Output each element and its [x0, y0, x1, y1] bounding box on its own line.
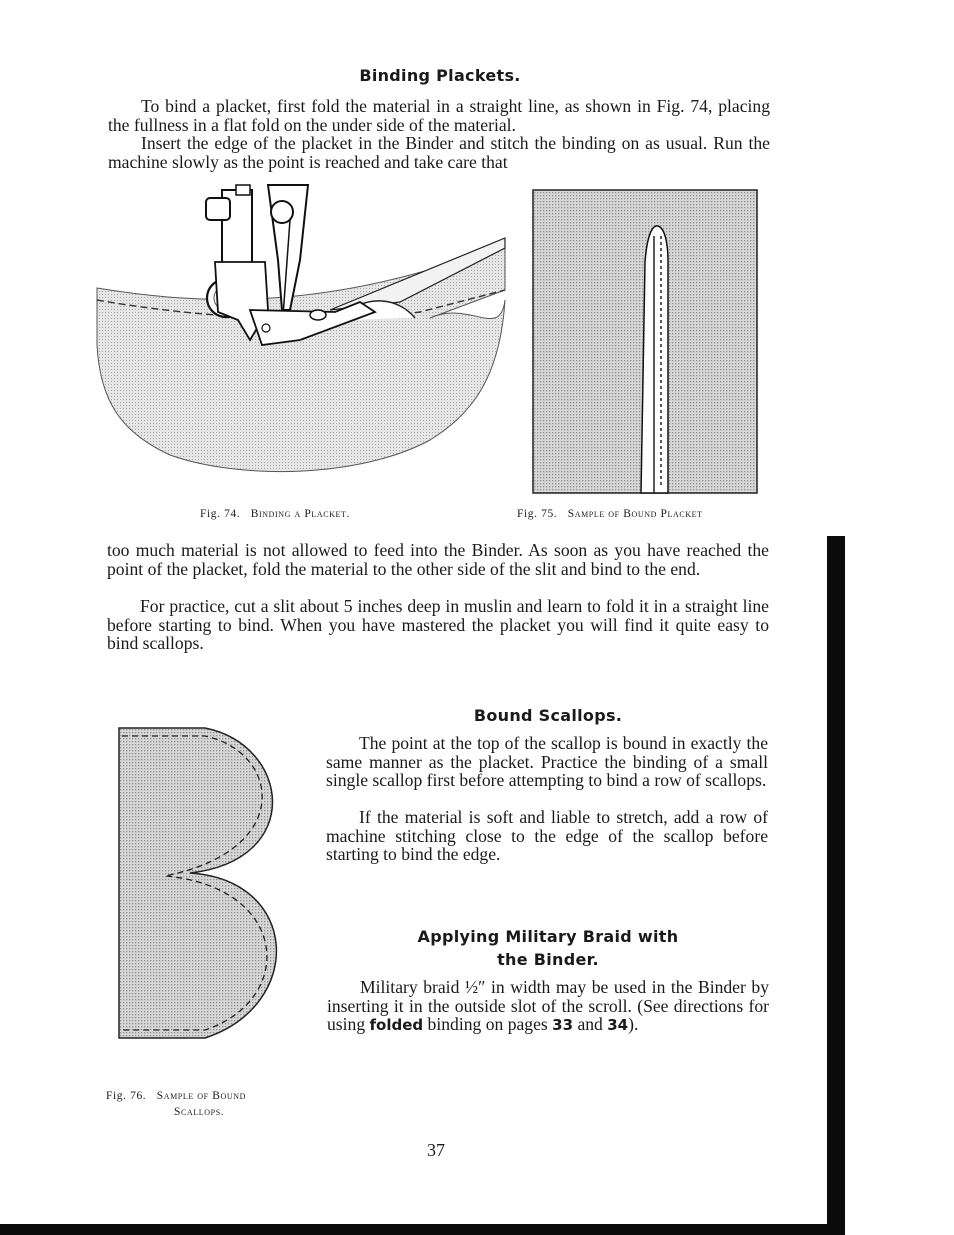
- military-braid-bold-folded: folded: [369, 1016, 424, 1035]
- military-braid-page-34: 34: [607, 1016, 629, 1035]
- scan-bottom-bar: [0, 1224, 845, 1235]
- caption-fig75: [517, 508, 703, 520]
- paragraph-binding-plackets-1: To bind a placket, first fold the material in a straight line, as shown in Fig. 74, placing the fullness in a flat fold on the under side of the material.: [108, 96, 770, 135]
- caption-fig74-title: Binding a Placket.: [250, 508, 350, 520]
- caption-fig76-title-line2: Scallops.: [174, 1106, 225, 1118]
- military-braid-text-e: ).: [628, 1014, 639, 1035]
- paragraph-binding-plackets-2: Insert the edge of the placket in the Binder and stitch the binding on as usual. Run the machine slowly as the point is reached and take care that: [108, 133, 770, 172]
- military-braid-fraction: ½″: [464, 977, 486, 997]
- heading-military-braid: [327, 927, 769, 969]
- caption-fig75-title: Sample of Bound Placket: [567, 508, 703, 520]
- paragraph-bound-scallops-1: The point at the top of the scallop is bound in exactly the same manner as the placket. Practice the binding of a small single scallop first before attempting to bind a row of scallops.: [326, 733, 768, 791]
- paragraph-bound-scallops-2: If the material is soft and liable to stretch, add a row of machine stitching close to the edge of the scallop before starting to bind the edge.: [326, 807, 768, 865]
- heading-binding-plackets: Binding Plackets.: [359, 66, 521, 85]
- caption-fig74: [200, 508, 350, 520]
- heading-military-braid-line1: Applying Military Braid with: [417, 927, 679, 946]
- paragraph-military-braid: [327, 978, 769, 1035]
- military-braid-page-33: 33: [552, 1016, 574, 1035]
- scan-edge-bar: [827, 536, 845, 1235]
- caption-fig75-label: Fig. 75.: [517, 508, 558, 520]
- paragraph-binding-plackets-3: too much material is not allowed to feed into the Binder. As soon as you have reached the point of the placket, fold the material to the other side of the slit and bind to the end.: [107, 540, 769, 579]
- heading-military-braid-line2: the Binder.: [497, 950, 599, 969]
- fig76-illustration: [119, 728, 276, 1038]
- fig74-illustration: [97, 185, 505, 472]
- caption-fig74-label: Fig. 74.: [200, 508, 241, 520]
- military-braid-text-c: binding on pages: [423, 1014, 553, 1035]
- heading-bound-scallops: Bound Scallops.: [473, 706, 623, 725]
- military-braid-text-a: Military braid: [360, 977, 465, 997]
- military-braid-text-d: and: [573, 1014, 608, 1035]
- fig75-illustration: [533, 190, 757, 493]
- caption-fig76-title-line1: Sample of Bound: [156, 1090, 246, 1102]
- page-number: 37: [427, 1140, 445, 1160]
- paragraph-binding-plackets-4: For practice, cut a slit about 5 inches deep in muslin and learn to fold it in a straight line before starting to bind. When you have mastered the placket you will find it quite easy to bind scallops.: [107, 596, 769, 654]
- military-braid-text-b: in width may be used in the Binder by inserting it in the outside slot of the scroll. (See directions for using: [327, 977, 769, 1035]
- caption-fig76-label: Fig. 76.: [106, 1090, 147, 1102]
- caption-fig76: [106, 1090, 246, 1118]
